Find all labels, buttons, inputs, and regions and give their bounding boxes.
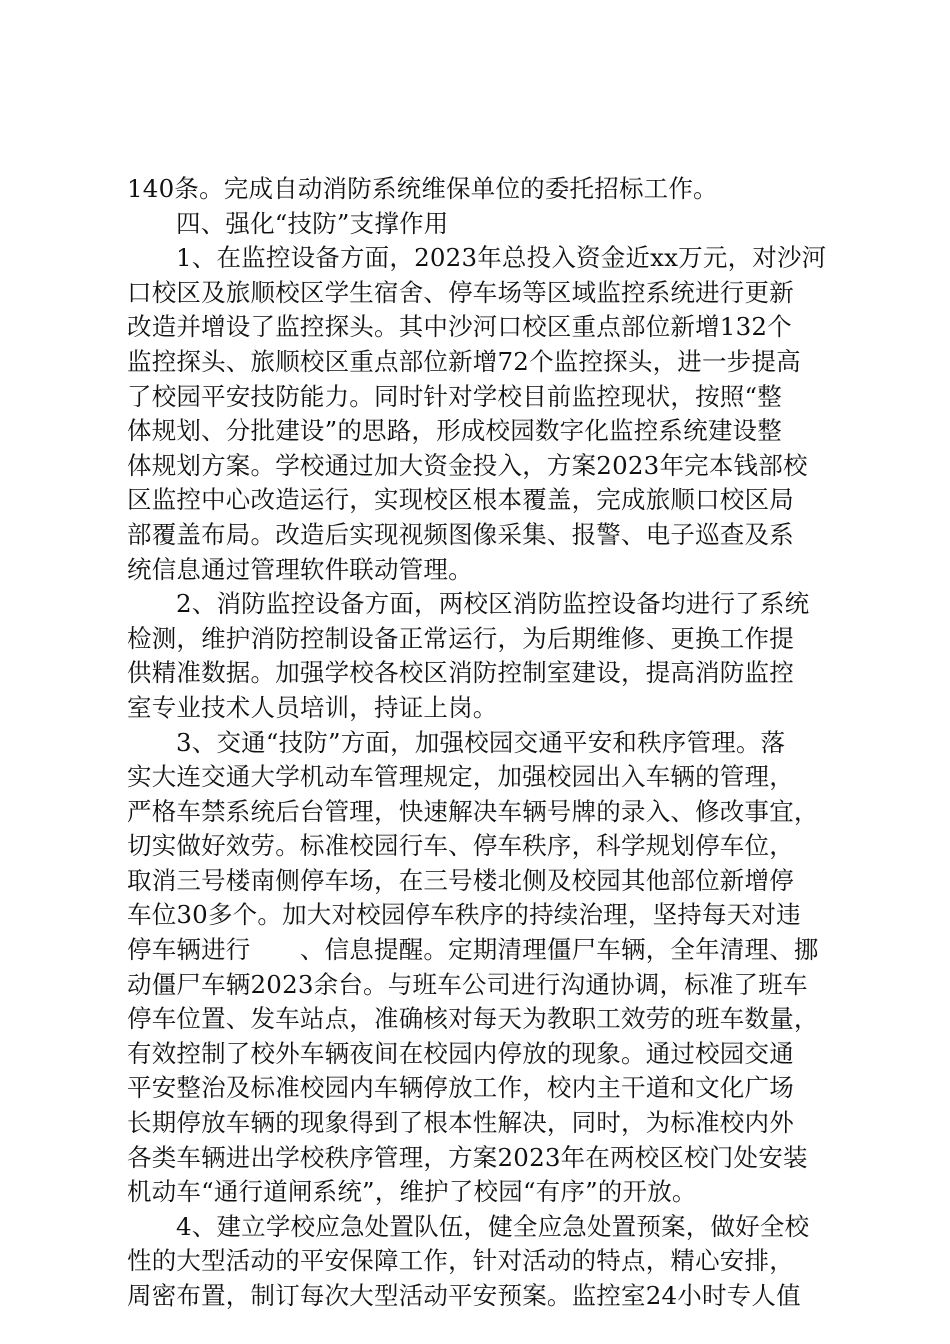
text-line: 2、消防监控设备方面，两校区消防监控设备均进行了系统 (176, 589, 810, 619)
text-line: 切实做好效劳。标准校园行车、停车秩序，科学规划停车位， (127, 831, 794, 861)
text-line: 机动车“通行道闸系统”，维护了校园“有序”的开放。 (127, 1177, 697, 1207)
text-line: 了校园平安技防能力。同时针对学校目前监控现状，按照“整 (127, 381, 782, 411)
text-line: 严格车禁系统后台管理，快速解决车辆号牌的录入、修改事宜， (127, 796, 819, 826)
text-line: 统信息通过管理软件联动管理。 (127, 554, 473, 584)
text-line: 区监控中心改造运行，实现校区根本覆盖，完成旅顺口校区局 (127, 485, 794, 515)
text-line: 动僵尸车辆2023余台。与班车公司进行沟通协调，标准了班车 (127, 969, 808, 999)
text-line: 实大连交通大学机动车管理规定，加强校园出入车辆的管理， (127, 762, 794, 792)
section-heading: 四、强化“技防”支撑作用 (176, 208, 449, 238)
text-line: 平安整治及标准校园内车辆停放工作，校内主干道和文化广场 (127, 1073, 794, 1103)
text-line: 监控探头、旅顺校区重点部位新增72个监控探头，进一步提高 (127, 346, 801, 376)
text-line: 检测，维护消防控制设备正常运行，为后期维修、更换工作提 (127, 623, 794, 653)
text-line: 取消三号楼南侧停车场，在三号楼北侧及校园其他部位新增停 (127, 865, 794, 895)
text-line: 周密布置，制订每次大型活动平安预案。监控室24小时专人值 (127, 1281, 801, 1310)
text-line: 3、交通“技防”方面，加强校园交通平安和秩序管理。落 (176, 727, 786, 757)
text-line: 140条。完成自动消防系统维保单位的委托招标工作。 (127, 174, 718, 203)
text-line: 体规划方案。学校通过加大资金投入，方案2023年完本钱部校 (127, 450, 808, 480)
text-line: 供精准数据。加强学校各校区消防控制室建设，提高消防监控 (127, 658, 794, 688)
text-line: 1、在监控设备方面，2023年总投入资金近xx万元，对沙河 (176, 243, 827, 273)
text-line: 车位30多个。加大对校园停车秩序的持续治理，坚持每天对违 (127, 900, 801, 930)
text-line: 性的大型活动的平安保障工作，针对活动的特点，精心安排， (127, 1246, 794, 1276)
text-line: 停车位置、发车站点，准确核对每天为教职工效劳的班车数量， (127, 1004, 819, 1034)
text-line: 停车辆进行 、信息提醒。定期清理僵尸车辆，全年清理、挪 (127, 935, 819, 965)
text-line: 各类车辆进出学校秩序管理，方案2023年在两校区校门处安装 (127, 1142, 808, 1172)
text-line: 部覆盖布局。改造后实现视频图像采集、报警、电子巡查及系 (127, 519, 794, 549)
text-line: 长期停放车辆的现象得到了根本性解决，同时，为标准校内外 (127, 1108, 794, 1138)
text-line: 口校区及旅顺校区学生宿舍、停车场等区域监控系统进行更新 (127, 277, 794, 307)
text-line: 体规划、分批建设”的思路，形成校园数字化监控系统建设整 (127, 416, 782, 446)
text-line: 室专业技术人员培训，持证上岗。 (127, 692, 498, 722)
document-body (127, 172, 839, 1314)
text-line: 有效控制了校外车辆夜间在校园内停放的现象。通过校园交通 (127, 1038, 794, 1068)
text-line: 4、建立学校应急处置队伍，健全应急处置预案，做好全校 (176, 1211, 810, 1241)
text-line: 改造并增设了监控探头。其中沙河口校区重点部位新增132个 (127, 312, 792, 342)
